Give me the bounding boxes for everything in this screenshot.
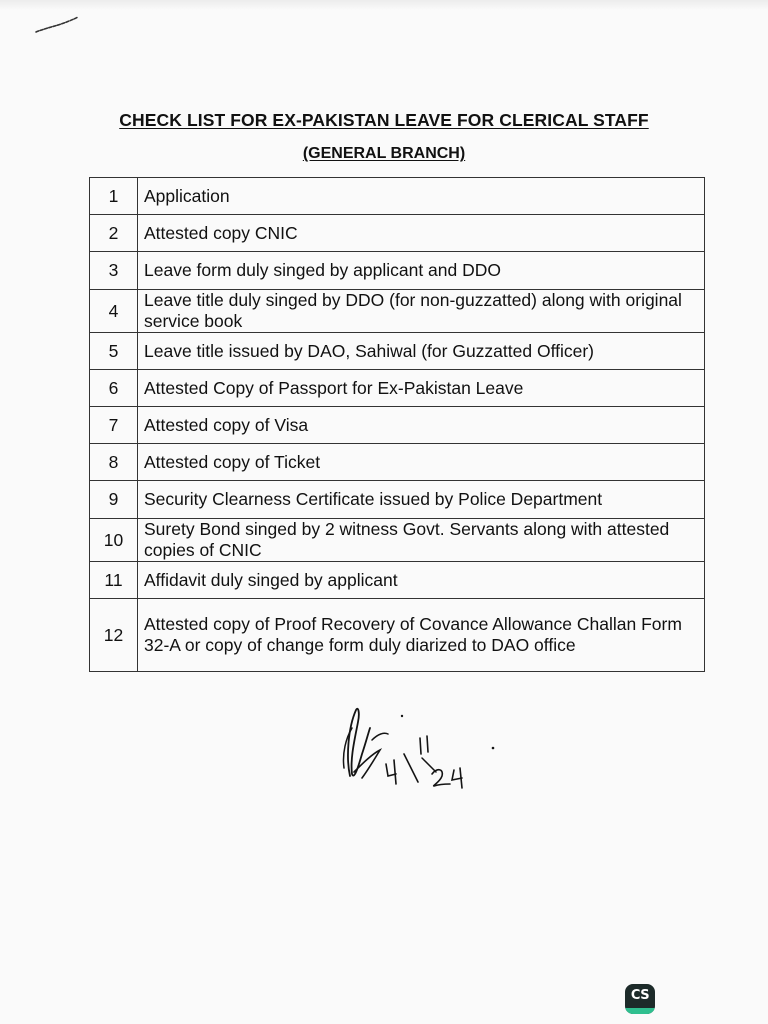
row-text: Leave title duly singed by DDO (for non-guzzatted) along with original service book <box>138 290 705 333</box>
document-subtitle-text: (GENERAL BRANCH) <box>302 145 466 162</box>
row-number: 1 <box>90 178 138 215</box>
row-number: 10 <box>90 519 138 562</box>
row-text: Attested copy of Proof Recovery of Covance Allowance Challan Form 32-A or copy of change form duly diarized to DAO office <box>138 599 705 672</box>
row-number: 2 <box>90 215 138 252</box>
row-text: Security Clearness Certificate issued by Police Department <box>138 481 705 519</box>
row-number: 6 <box>90 370 138 407</box>
table-row <box>90 252 705 290</box>
table-row <box>90 599 705 672</box>
row-text: Attested Copy of Passport for Ex-Pakistan Leave <box>138 370 705 407</box>
table-row <box>90 178 705 215</box>
row-text: Attested copy CNIC <box>138 215 705 252</box>
handwritten-signature <box>328 698 508 798</box>
table-row <box>90 290 705 333</box>
row-text: Application <box>138 178 705 215</box>
table-row <box>90 370 705 407</box>
corner-pen-mark <box>34 14 80 36</box>
scanner-logo-accent <box>625 1008 655 1014</box>
table-row <box>90 481 705 519</box>
row-number: 5 <box>90 333 138 370</box>
scan-edge-shadow <box>0 0 768 10</box>
document-title: CHECK LIST FOR EX-PAKISTAN LEAVE FOR CLERICAL STAFF <box>119 110 649 130</box>
row-text: Attested copy of Ticket <box>138 444 705 481</box>
row-number: 7 <box>90 407 138 444</box>
row-text: Attested copy of Visa <box>138 407 705 444</box>
scanner-logo-icon <box>625 984 655 1014</box>
table-row <box>90 215 705 252</box>
checklist-table <box>89 177 705 672</box>
row-number: 3 <box>90 252 138 290</box>
row-text: Affidavit duly singed by applicant <box>138 562 705 599</box>
row-text: Leave form duly singed by applicant and DDO <box>138 252 705 290</box>
table-row <box>90 519 705 562</box>
row-number: 9 <box>90 481 138 519</box>
table-row <box>90 407 705 444</box>
scanner-logo-text: CS <box>630 988 650 1003</box>
row-number: 4 <box>90 290 138 333</box>
table-row <box>90 444 705 481</box>
row-text: Leave title issued by DAO, Sahiwal (for Guzzatted Officer) <box>138 333 705 370</box>
row-number: 11 <box>90 562 138 599</box>
table-row <box>90 562 705 599</box>
row-text: Surety Bond singed by 2 witness Govt. Servants along with attested copies of CNIC <box>138 519 705 562</box>
document-subtitle <box>0 145 768 163</box>
table-row <box>90 333 705 370</box>
row-number: 12 <box>90 599 138 672</box>
row-number: 8 <box>90 444 138 481</box>
